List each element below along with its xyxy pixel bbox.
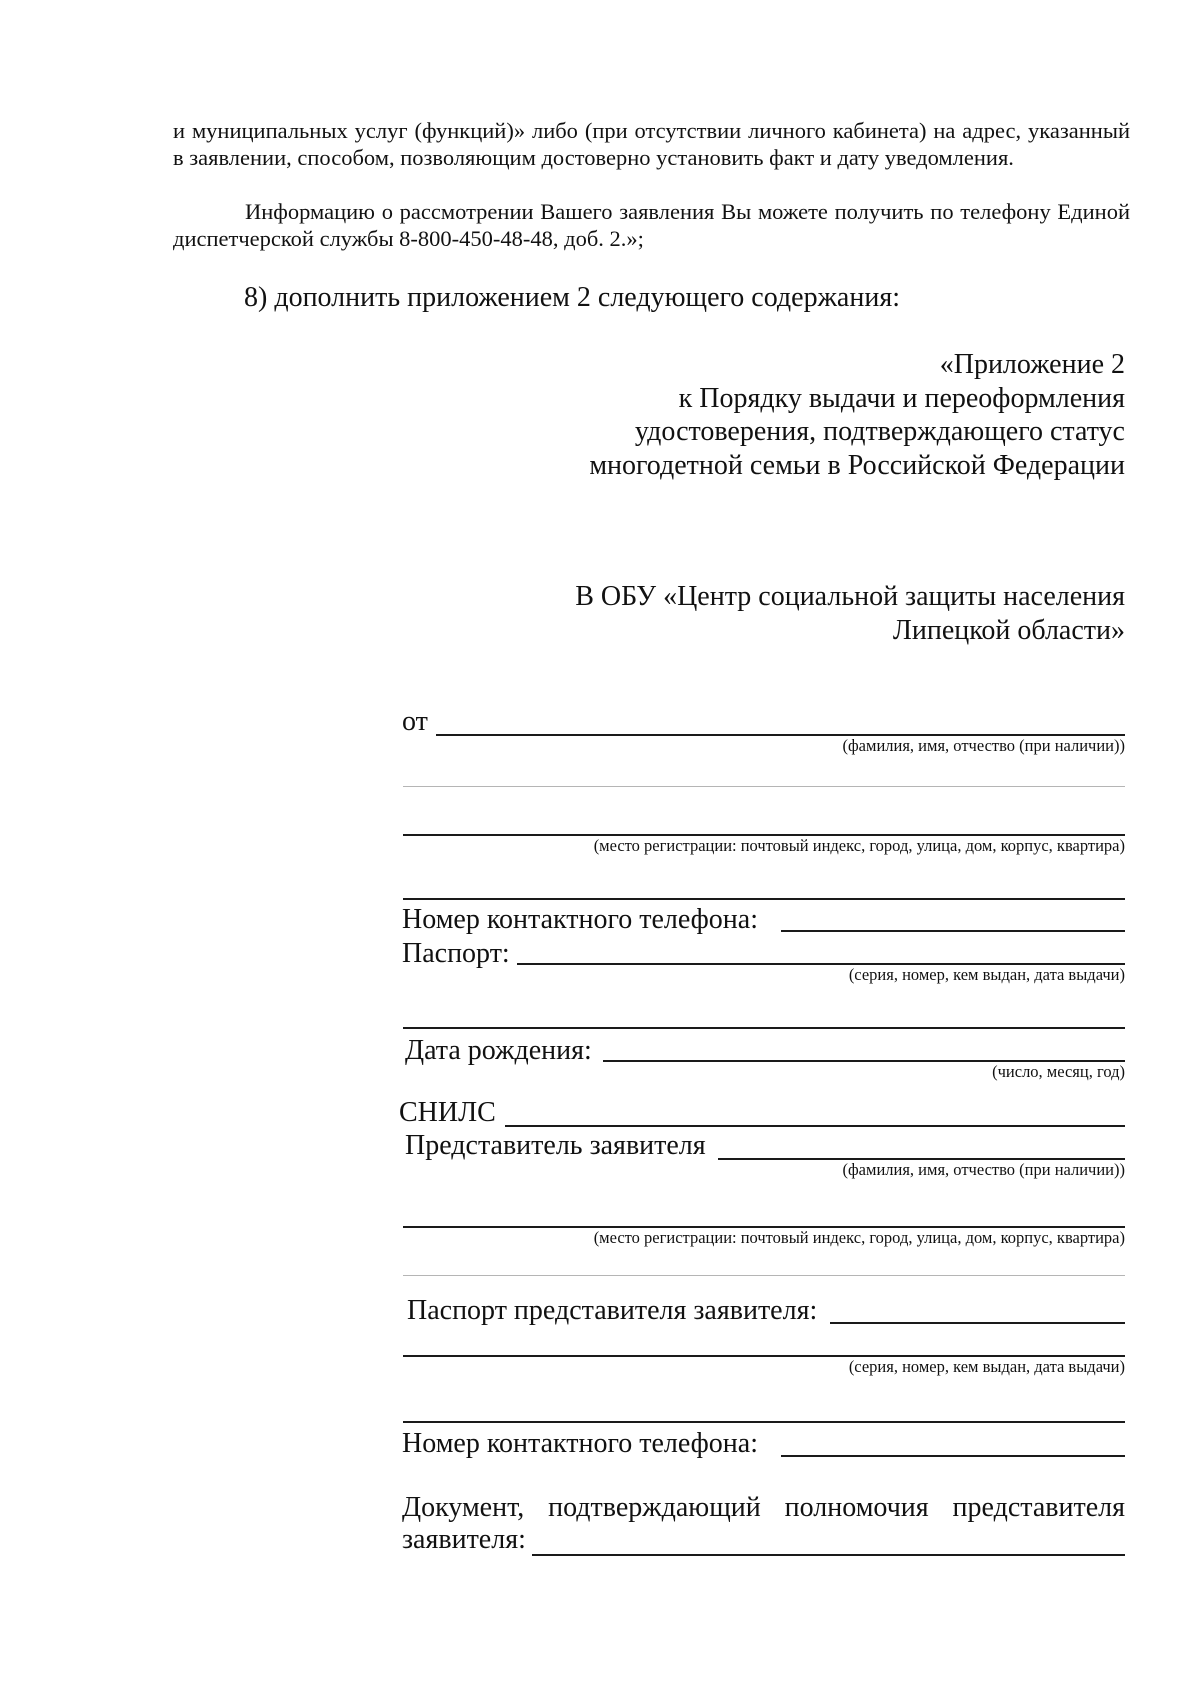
- appendix-header-line-2: к Порядку выдачи и переоформления: [678, 382, 1125, 414]
- representative-passport-field[interactable]: [830, 1322, 1125, 1324]
- item-8-text: 8) дополнить приложением 2 следующего содержания:: [244, 282, 900, 313]
- passport-field-extra[interactable]: [403, 1027, 1125, 1029]
- addressee: [575, 580, 1125, 647]
- representative-label: Представитель заявителя: [405, 1130, 706, 1161]
- authority-document-label-line-1: Документ, подтверждающий полномочия представителя: [402, 1492, 1125, 1523]
- phone-field[interactable]: [781, 930, 1125, 932]
- authority-document-field[interactable]: [532, 1554, 1125, 1556]
- appendix-header: [589, 348, 1125, 482]
- addressee-line-1: В ОБУ «Центр социальной защиты населения: [575, 581, 1125, 612]
- hint-birth: (число, месяц, год): [992, 1062, 1125, 1081]
- hint-address: (место регистрации: почтовый индекс, город, улица, дом, корпус, квартира): [593, 836, 1125, 855]
- passport-label: Паспорт:: [402, 938, 510, 969]
- intro-paragraph-2: Информацию о рассмотрении Вашего заявления Вы можете получить по телефону Единой диспетчерской службы 8-800-450-48-48, доб. 2.»;: [173, 199, 1130, 251]
- representative-phone-field[interactable]: [781, 1455, 1125, 1457]
- snils-field[interactable]: [505, 1125, 1125, 1127]
- hint-rep-passport: (серия, номер, кем выдан, дата выдачи): [848, 1357, 1125, 1376]
- appendix-header-line-1: «Приложение 2: [939, 349, 1125, 380]
- applicant-name-field-extra[interactable]: [403, 786, 1125, 787]
- authority-document-label-line-2: заявителя:: [402, 1524, 526, 1555]
- hint-rep-fio: (фамилия, имя, отчество (при наличии)): [842, 1160, 1125, 1179]
- phone-label: Номер контактного телефона:: [402, 904, 758, 935]
- snils-label: СНИЛС: [399, 1097, 496, 1128]
- representative-passport-field-extra-2[interactable]: [403, 1421, 1125, 1423]
- applicant-address-field-extra[interactable]: [403, 898, 1125, 900]
- addressee-line-2: Липецкой области»: [892, 614, 1125, 646]
- appendix-header-line-3: удостоверения, подтверждающего статус: [634, 416, 1125, 447]
- representative-address-field-extra[interactable]: [403, 1275, 1125, 1276]
- representative-passport-label: Паспорт представителя заявителя:: [407, 1295, 818, 1326]
- representative-phone-label: Номер контактного телефона:: [402, 1428, 758, 1459]
- from-label: от: [402, 706, 428, 737]
- intro-paragraph-1: и муниципальных услуг (функций)» либо (при отсутствии личного кабинета) на адрес, указанный в заявлении, способом, позволяющим достоверно установить факт и дату уведомления.: [173, 118, 1130, 170]
- appendix-header-line-4: многодетной семьи в Российской Федерации: [589, 449, 1125, 481]
- hint-fio: (фамилия, имя, отчество (при наличии)): [842, 736, 1125, 755]
- hint-rep-address: (место регистрации: почтовый индекс, город, улица, дом, корпус, квартира): [593, 1228, 1125, 1247]
- birth-date-label: Дата рождения:: [405, 1035, 592, 1066]
- hint-passport: (серия, номер, кем выдан, дата выдачи): [848, 965, 1125, 984]
